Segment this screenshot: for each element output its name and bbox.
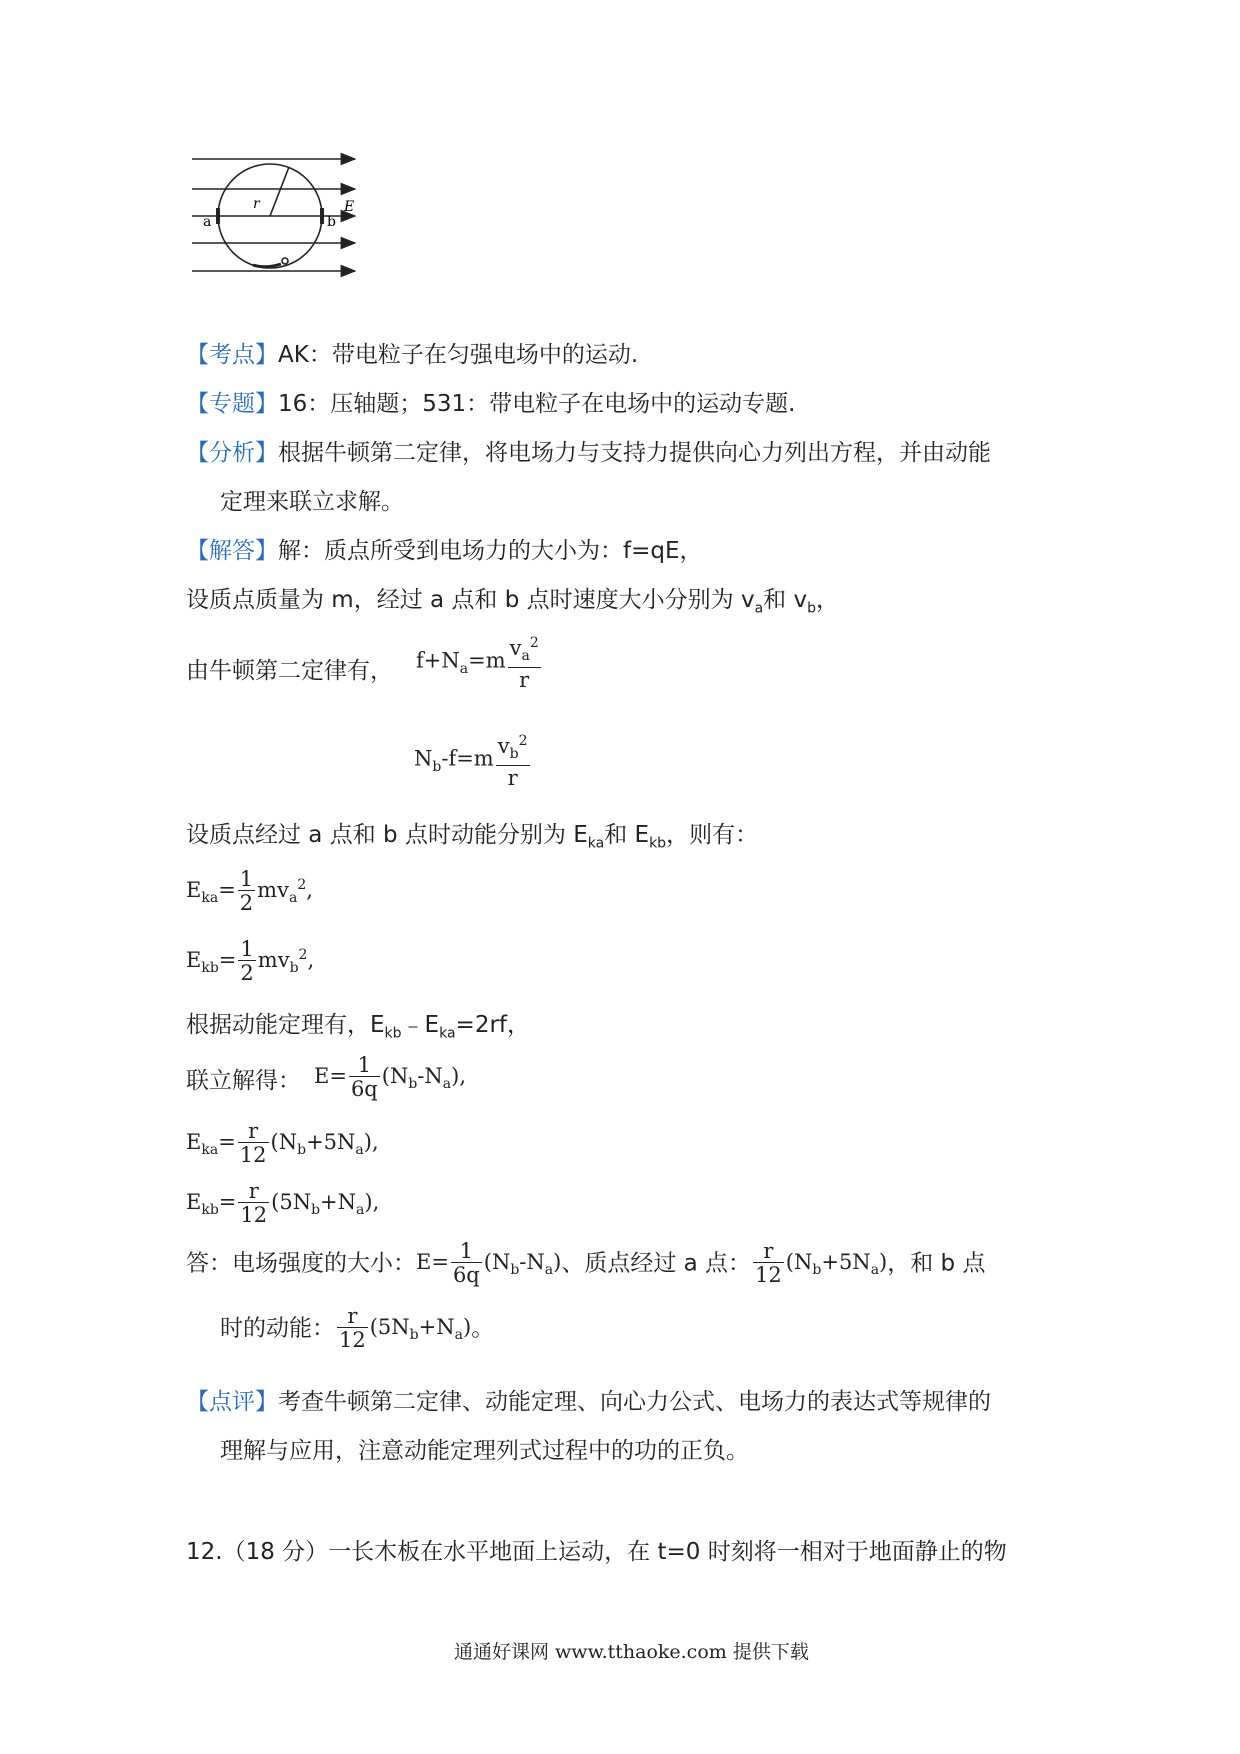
jieda-line8: 根据动能定理有，$E_{kb}﹣E_{ka}=2rf$， [186, 1012, 531, 1042]
answer-line1: 答：电场强度的大小：E= $\frac{1}{6q}$ $(N_b-N_a)$、质点经过 a 点： $\frac{r}{12}$ $(N_b+5N_a)$，和 b 点 [186, 1239, 986, 1287]
eka-result-eq: $E_{ka}=$ $\frac{r}{12}$ $(N_b+5N_a)$, [186, 1119, 379, 1167]
kaodian-line [186, 340, 638, 370]
ekb-result-eq: $E_{kb}=$ $\frac{r}{12}$ $(5N_b+N_a)$, [186, 1179, 380, 1227]
jieda-text: 解：质点所受到电场力的大小为：f=qE， [278, 538, 703, 564]
label-b: b [327, 214, 336, 230]
fenxi-line1 [186, 438, 991, 468]
particle [282, 258, 288, 264]
newton-eq-a: $f+N_a=m$ $\frac{v_a^2}{r}$ [416, 632, 543, 692]
zhuanti-line [186, 389, 795, 419]
jieda-line1 [186, 536, 703, 566]
label-E: E [344, 199, 355, 215]
zhuanti-text: 16：压轴题；531：带电粒子在电场中的运动专题. [278, 391, 796, 417]
answer-ekb: $\frac{r}{12}$ $(5N_b+N_a)$ [339, 1304, 472, 1352]
newton-eq-b: $N_b-f=m$ $\frac{v_b^2}{r}$ [414, 730, 532, 790]
e-result-eq: E= $\frac{1}{6q}$ $(N_b-N_a)$, [314, 1053, 467, 1101]
electric-field-circle-diagram [185, 148, 365, 283]
ekb-eq: $E_{kb}=$ $\frac{1}{2}$ $mv_b^2$, [186, 937, 315, 985]
eka-eq: $E_{ka}=$ $\frac{1}{2}$ $mv_a^2$, [186, 867, 313, 915]
kaodian-text: AK：带电粒子在匀强电场中的运动. [278, 342, 639, 368]
jieda-tag: 【解答】 [186, 538, 278, 564]
dianping-line1 [186, 1387, 991, 1417]
radius-line [270, 167, 289, 216]
kaodian-tag: 【考点】 [186, 342, 278, 368]
label-r: r [253, 196, 260, 212]
jieda-line2: 设质点质量为 m，经过 a 点和 b 点时速度大小分别为 $v_a$和 $v_b$， [186, 587, 839, 617]
answer-line2: 时的动能： $\frac{r}{12}$ $(5N_b+N_a)$。 [220, 1304, 495, 1352]
particle-path [253, 264, 281, 267]
zhuanti-tag: 【专题】 [186, 391, 278, 417]
next-question: 12.（18 分）一长木板在水平地面上运动，在 t=0 时刻将一相对于地面静止的物 [186, 1539, 1007, 1565]
footer-text: 通通好课网 www.tthaoke.com 提供下载 [454, 1641, 809, 1663]
jieda-line5: 设质点经过 a 点和 b 点时动能分别为 $E_{ka}$和 $E_{kb}$，则有： [186, 822, 759, 852]
fenxi-line2: 定理来联立求解。 [220, 489, 404, 515]
label-a: a [203, 214, 212, 230]
dianping-text: 考查牛顿第二定律、动能定理、向心力公式、电场力的表达式等规律的 [278, 1389, 991, 1415]
jieda-line3: 由牛顿第二定律有， [186, 658, 393, 684]
jieda-line9: 联立解得： [186, 1068, 301, 1094]
fenxi-text: 根据牛顿第二定律，将电场力与支持力提供向心力列出方程，并由动能 [278, 440, 991, 466]
dianping-line2: 理解与应用，注意动能定理列式过程中的功的正负。 [220, 1438, 749, 1464]
answer-eka: $\frac{r}{12}$ $(N_b+5N_a)$ [755, 1239, 888, 1287]
dianping-tag: 【点评】 [186, 1389, 278, 1415]
fenxi-tag: 【分析】 [186, 440, 278, 466]
answer-e: E= $\frac{1}{6q}$ $(N_b-N_a)$ [416, 1239, 562, 1287]
